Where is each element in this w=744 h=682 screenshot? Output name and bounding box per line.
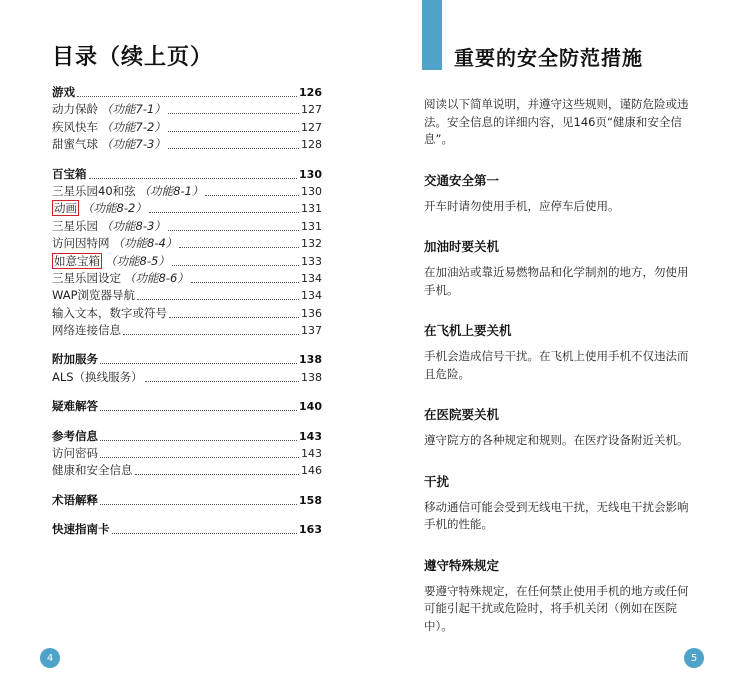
safety-item-heading: 干扰 bbox=[424, 473, 450, 489]
toc-entry-label bbox=[52, 445, 98, 462]
dot-leader bbox=[100, 445, 299, 458]
toc-entry-text: 参考信息 bbox=[52, 428, 98, 443]
toc-section bbox=[52, 351, 322, 386]
toc-entry-text: 快速指南卡 bbox=[52, 522, 110, 537]
dot-leader bbox=[100, 492, 297, 505]
dot-leader bbox=[123, 322, 299, 335]
toc-entry[interactable] bbox=[52, 305, 322, 322]
toc-page-number: 137 bbox=[301, 324, 322, 338]
toc-page-number: 163 bbox=[299, 523, 322, 537]
toc-title: 目录（续上页） bbox=[52, 45, 214, 70]
toc-section bbox=[52, 398, 322, 415]
safety-items bbox=[424, 171, 696, 636]
toc-page-number: 128 bbox=[301, 138, 322, 152]
toc-entry-text: 百宝箱 bbox=[52, 166, 87, 181]
toc-page-number: 134 bbox=[301, 271, 322, 285]
toc-section bbox=[52, 166, 322, 340]
toc-section bbox=[52, 428, 322, 480]
dot-leader bbox=[205, 183, 299, 196]
dot-leader bbox=[172, 253, 299, 266]
toc-page-number: 158 bbox=[299, 493, 322, 507]
toc-entry-text: 访问因特网 bbox=[52, 236, 110, 251]
safety-item-text: 遵守院方的各种规定和规则。在医疗设备附近关机。 bbox=[424, 433, 689, 447]
toc-section-heading[interactable] bbox=[52, 428, 322, 445]
dot-leader bbox=[77, 84, 297, 97]
toc-entry-function: （功能8-1） bbox=[138, 183, 204, 198]
safety-intro: 阅读以下简单说明，并遵守这些规则，谨防危险或违法。安全信息的详细内容，见146页“健康和安全信息”。 bbox=[424, 97, 689, 146]
toc-entry[interactable] bbox=[52, 218, 322, 235]
toc-entry[interactable] bbox=[52, 270, 322, 287]
toc-entry-function: （功能7-3） bbox=[101, 137, 166, 152]
safety-item bbox=[424, 405, 696, 450]
toc-page-number: 130 bbox=[299, 167, 322, 181]
toc-entry-function: （功能7-2） bbox=[101, 119, 166, 134]
toc-entry[interactable] bbox=[52, 462, 322, 479]
dot-leader bbox=[169, 305, 299, 318]
toc-page-number: 134 bbox=[301, 289, 322, 303]
toc-page-number: 132 bbox=[301, 237, 322, 251]
toc-entry[interactable] bbox=[52, 369, 322, 386]
toc-section-heading[interactable] bbox=[52, 398, 322, 415]
dot-leader bbox=[89, 166, 298, 179]
toc-entry-text: 附加服务 bbox=[52, 352, 98, 367]
dot-leader bbox=[179, 235, 299, 248]
safety-item bbox=[424, 321, 696, 383]
toc-entry-label bbox=[52, 235, 110, 252]
safety-item bbox=[424, 472, 696, 534]
dot-leader bbox=[112, 521, 298, 534]
safety-item bbox=[424, 556, 696, 636]
highlight-box: 动画 bbox=[54, 201, 77, 216]
toc-entry-label bbox=[52, 183, 136, 200]
safety-title: 重要的安全防范措施 bbox=[454, 46, 643, 70]
toc-entry-function: （功能8-6） bbox=[124, 270, 189, 285]
dot-leader bbox=[100, 351, 297, 364]
safety-item bbox=[424, 237, 696, 299]
safety-item-text: 手机会造成信号干扰。在飞机上使用手机不仅违法而且危险。 bbox=[424, 349, 689, 381]
safety-item-text: 在加油站或靠近易燃物品和化学制剂的地方，勿使用手机。 bbox=[424, 265, 689, 297]
toc-entry[interactable] bbox=[52, 136, 322, 153]
toc-entry-label bbox=[52, 119, 98, 136]
toc-entry-text: 三星乐园 bbox=[52, 218, 98, 233]
toc-entry[interactable] bbox=[52, 101, 322, 118]
safety-item-text: 移动通信可能会受到无线电干扰，无线电干扰会影响手机的性能。 bbox=[424, 499, 689, 531]
highlight-box: 如意宝箱 bbox=[54, 253, 100, 268]
dot-leader bbox=[191, 270, 299, 283]
toc-page-number: 143 bbox=[301, 447, 322, 461]
toc-entry-label bbox=[52, 428, 98, 445]
toc-entry-function: （功能8-5） bbox=[105, 253, 170, 268]
right-page bbox=[372, 0, 744, 682]
toc-entry-text: 疑难解答 bbox=[52, 399, 98, 414]
toc-entry[interactable] bbox=[52, 287, 322, 304]
dot-leader bbox=[137, 287, 299, 300]
toc-section bbox=[52, 521, 322, 538]
toc-entry-text: WAP浏览器导航 bbox=[52, 288, 136, 303]
toc-entry-text: 访问密码 bbox=[52, 446, 98, 461]
page-number-left: 4 bbox=[40, 648, 60, 668]
toc-entry-label bbox=[52, 462, 133, 479]
toc-entry-text: 输入文本，数字或符号 bbox=[52, 305, 167, 320]
toc-page-number: 131 bbox=[301, 202, 322, 216]
dot-leader bbox=[168, 101, 299, 114]
safety-item-text: 开车时请勿使用手机，应停车后使用。 bbox=[424, 198, 620, 213]
dot-leader bbox=[168, 218, 299, 231]
toc-entry-text: 疾风快车 bbox=[52, 119, 98, 134]
toc-entry-function: （功能8-2） bbox=[82, 201, 147, 216]
toc-section-heading[interactable] bbox=[52, 521, 322, 538]
toc-page-number: 140 bbox=[299, 400, 322, 414]
toc-page-number: 136 bbox=[301, 306, 322, 320]
toc-entry[interactable] bbox=[52, 235, 322, 252]
toc-entry[interactable] bbox=[52, 253, 322, 270]
toc-entry-text: 游戏 bbox=[52, 85, 75, 99]
toc-entry-label bbox=[52, 253, 102, 270]
toc-entry-label bbox=[52, 322, 121, 339]
toc-section-heading[interactable] bbox=[52, 492, 322, 509]
toc-entry-function: （功能7-1） bbox=[101, 102, 166, 117]
toc-entry-text: ALS（换线服务） bbox=[52, 369, 143, 384]
safety-item bbox=[424, 171, 696, 216]
toc-page-number: 130 bbox=[301, 184, 322, 198]
toc-entry-label bbox=[52, 351, 98, 368]
toc-entry-label bbox=[52, 101, 98, 118]
toc-page-number: 127 bbox=[301, 120, 322, 134]
toc-entry-text: 三星乐园40和弦 bbox=[52, 183, 136, 198]
toc-page-number: 126 bbox=[299, 86, 322, 99]
toc-entry-label bbox=[52, 492, 98, 509]
toc-section bbox=[52, 492, 322, 509]
toc-entry-function: （功能8-3） bbox=[101, 218, 166, 233]
page-number-right: 5 bbox=[684, 648, 704, 668]
toc-page-number: 143 bbox=[299, 429, 322, 443]
toc-entry-label bbox=[52, 287, 135, 304]
toc-page-number: 133 bbox=[301, 254, 322, 268]
toc-entry-label bbox=[52, 200, 79, 217]
dot-leader bbox=[168, 119, 299, 132]
toc-entry-text: 甜蜜气球 bbox=[52, 137, 98, 152]
safety-item-text: 要遵守特殊规定，在任何禁止使用手机的地方或任何可能引起干扰或危险时，将手机关闭（例如在医院中）。 bbox=[424, 583, 689, 633]
toc-entry-label bbox=[52, 305, 167, 322]
toc-page-number: 131 bbox=[301, 219, 322, 233]
safety-item-heading: 交通安全第一 bbox=[424, 172, 500, 188]
toc-entry-label bbox=[52, 521, 110, 538]
toc-section bbox=[52, 84, 322, 154]
dot-leader bbox=[168, 136, 299, 149]
toc-entry[interactable] bbox=[52, 119, 322, 136]
toc-entry-label bbox=[52, 166, 87, 183]
toc-entry[interactable] bbox=[52, 183, 322, 200]
toc-page-number: 146 bbox=[301, 464, 322, 478]
toc-page-number: 138 bbox=[299, 353, 322, 367]
toc-entry[interactable] bbox=[52, 445, 322, 462]
toc-section-heading[interactable] bbox=[52, 351, 322, 368]
toc-section-heading[interactable] bbox=[52, 84, 322, 101]
safety-item-heading: 在飞机上要关机 bbox=[424, 323, 512, 338]
toc-entry-text: 动力保龄 bbox=[52, 102, 98, 117]
dot-leader bbox=[135, 462, 300, 475]
toc-page-number: 138 bbox=[301, 370, 322, 384]
toc-entry-label bbox=[52, 270, 121, 287]
toc-entry[interactable] bbox=[52, 200, 322, 217]
toc-entry-label bbox=[52, 398, 98, 415]
table-of-contents bbox=[52, 84, 322, 551]
safety-item-heading: 加油时要关机 bbox=[424, 239, 500, 254]
toc-entry-text: 健康和安全信息 bbox=[52, 463, 133, 478]
toc-entry-label bbox=[52, 136, 98, 153]
toc-entry-label bbox=[52, 369, 143, 386]
toc-entry-label bbox=[52, 218, 98, 235]
toc-page-number: 127 bbox=[301, 103, 322, 117]
toc-entry-text: 网络连接信息 bbox=[52, 323, 121, 338]
accent-bar bbox=[422, 0, 442, 70]
toc-entry-function: （功能8-4） bbox=[112, 236, 178, 251]
safety-item-heading: 遵守特殊规定 bbox=[424, 557, 500, 573]
toc-entry[interactable] bbox=[52, 322, 322, 339]
dot-leader bbox=[145, 369, 299, 382]
safety-content bbox=[424, 96, 696, 657]
dot-leader bbox=[100, 398, 297, 411]
dot-leader bbox=[100, 428, 297, 441]
toc-section-heading[interactable] bbox=[52, 166, 322, 183]
dot-leader bbox=[149, 200, 299, 213]
toc-entry-text: 三星乐园设定 bbox=[52, 270, 121, 285]
toc-entry-text: 术语解释 bbox=[52, 492, 98, 507]
toc-entry-label bbox=[52, 84, 75, 101]
safety-item-heading: 在医院要关机 bbox=[424, 407, 500, 422]
